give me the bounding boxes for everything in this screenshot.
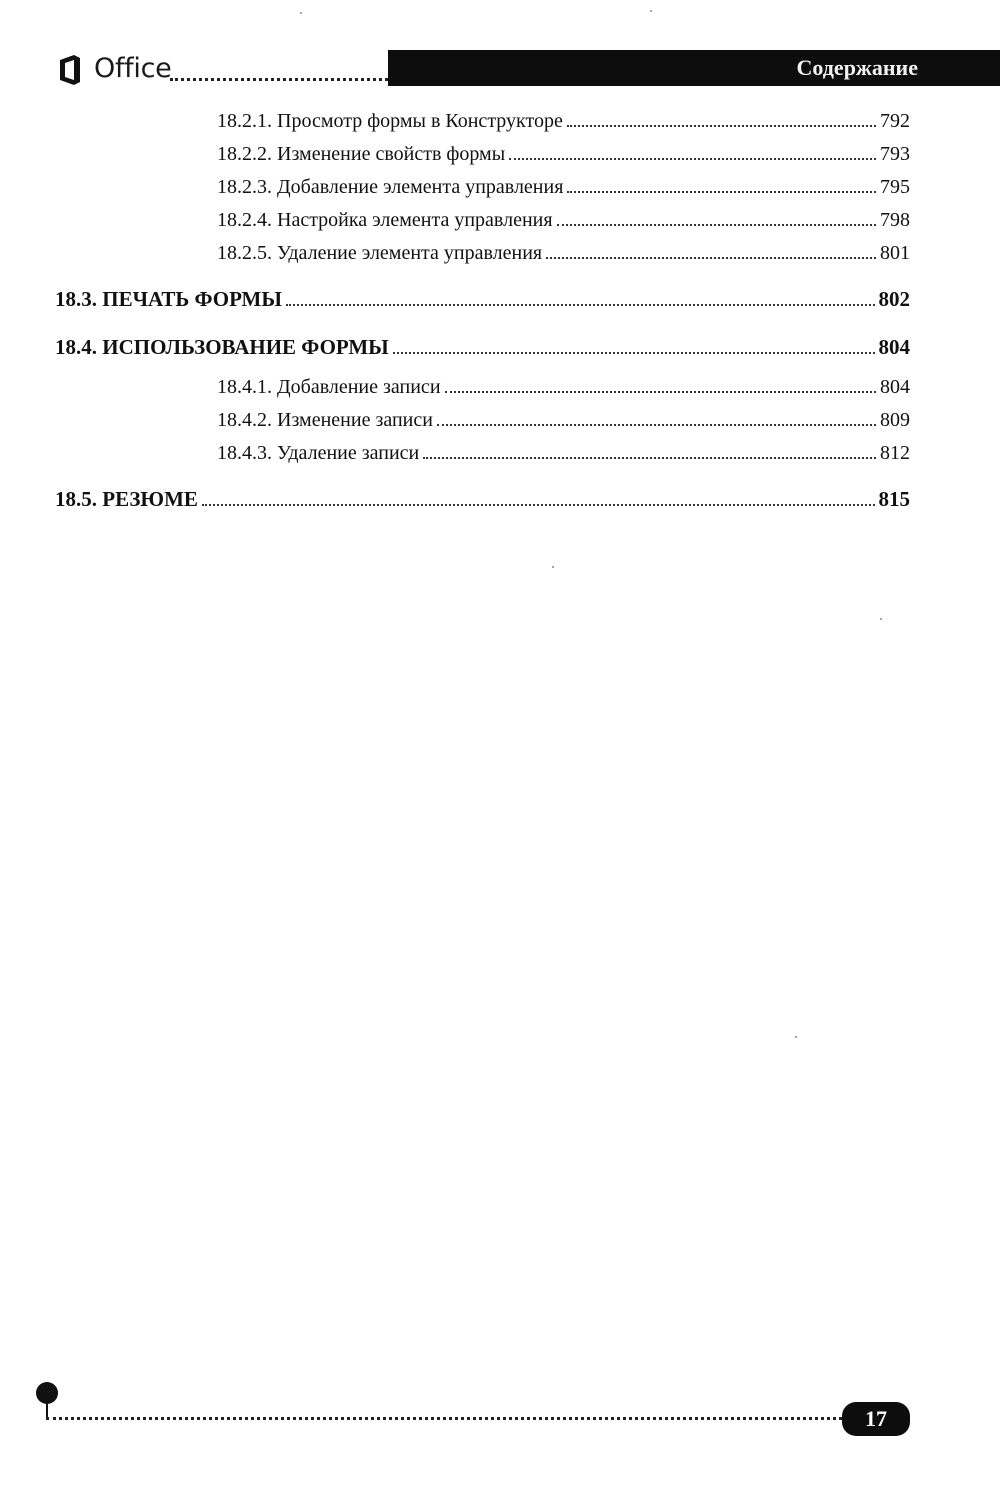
scan-speck [795,1036,797,1038]
toc-page-number: 801 [880,242,910,264]
toc-section-entry[interactable] [55,484,910,514]
toc-section-entry[interactable] [55,284,910,314]
toc-section-title: 18.3. ПЕЧАТЬ ФОРМЫ [55,287,282,311]
toc-leader-dots [393,352,875,354]
toc-section-title: 18.4. ИСПОЛЬЗОВАНИЕ ФОРМЫ [55,335,389,359]
toc-entry-title: 18.2.3. Добавление элемента управления [217,176,564,198]
toc-page-number: 804 [880,376,910,398]
toc-page-number: 795 [880,176,910,198]
page-number-badge: 17 [842,1402,910,1436]
toc-entry[interactable] [217,106,910,136]
toc-page-number: 792 [880,110,910,132]
toc-entry[interactable] [217,172,910,202]
toc-entry-title: 18.4.1. Добавление записи [217,376,441,398]
toc-page-number: 793 [880,143,910,165]
toc-page-number: 809 [880,409,910,431]
toc-leader-dots [567,125,876,127]
scan-speck [552,566,554,568]
toc-page-number: 798 [880,209,910,231]
toc-leader-dots [423,457,876,459]
toc-entry[interactable] [217,238,910,268]
toc-entry-title: 18.2.1. Просмотр формы в Конструкторе [217,110,563,132]
toc-page-number: 804 [878,335,910,359]
footer-leader-dots [46,1417,842,1420]
header-leader-dots [170,78,388,81]
toc-entry-title: 18.2.4. Настройка элемента управления [217,209,553,231]
toc-section-entry[interactable] [55,332,910,362]
brand-name: Office [94,53,172,84]
toc-leader-dots [286,304,875,306]
toc-leader-dots [546,257,876,259]
toc-entry[interactable] [217,205,910,235]
scan-speck [300,12,302,14]
toc-leader-dots [509,158,876,160]
scan-speck [650,10,652,12]
toc-leader-dots [202,504,875,506]
toc-entry-title: 18.2.2. Изменение свойств формы [217,143,506,165]
toc-entry[interactable] [217,438,910,468]
toc-section-title: 18.5. РЕЗЮМЕ [55,487,198,511]
office-logo-icon [58,54,82,86]
section-title: Содержание [796,55,918,80]
toc-entry[interactable] [217,139,910,169]
toc-leader-dots [445,391,876,393]
page-header [0,0,1000,100]
toc-page-number: 815 [878,487,910,511]
toc-page-number: 802 [878,287,910,311]
section-title-bar [388,50,1000,86]
toc-entry-title: 18.2.5. Удаление элемента управления [217,242,543,264]
toc-leader-dots [557,224,876,226]
toc-entry[interactable] [217,405,910,435]
toc-entry-title: 18.4.3. Удаление записи [217,442,420,464]
toc-entry-title: 18.4.2. Изменение записи [217,409,433,431]
toc-page-number: 812 [880,442,910,464]
toc-leader-dots [567,191,876,193]
toc-entry[interactable] [217,372,910,402]
scan-speck [880,618,882,620]
toc-leader-dots [437,424,876,426]
